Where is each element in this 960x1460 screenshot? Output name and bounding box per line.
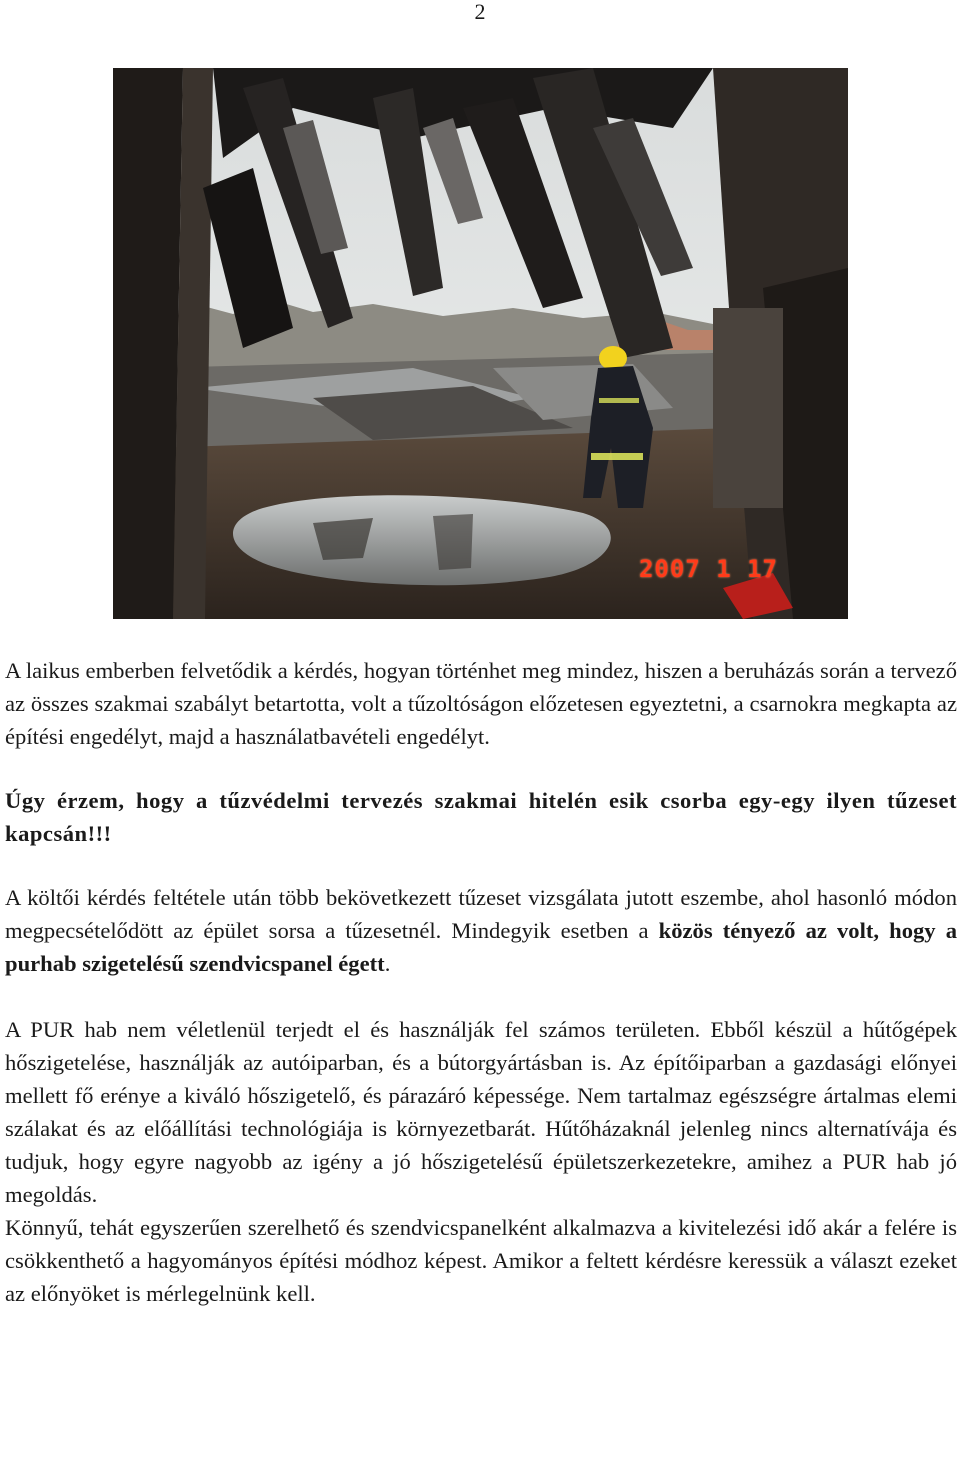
photo-date-stamp: 2007 1 17 [638, 555, 778, 583]
fire-damage-photo-image [113, 68, 848, 619]
paragraph-advantages: Könnyű, tehát egyszerűen szerelhető és szendvicspanelként alkalmazva a kivitelezési idő akár a felére is csökkenthető a hagyományos építési módhoz képest. Amikor a feltett kérdésre keressük a választ ezeket az előnyöket is mérlegelnünk kell. [5, 1215, 957, 1306]
paragraph-question-text: A költői kérdés feltétele után több bekövetkezett tűzeset vizsgálata jutott eszembe, ahol hasonló módon megpecsételődött az épület sorsa a tűzesetnél. Mindegyik esetben a [5, 885, 957, 943]
paragraph-question-emphasis: közös tényező az volt, hogy a purhab szigetelésű szendvicspanel égett [5, 918, 957, 976]
fire-damage-photo [113, 68, 848, 619]
body-text [5, 654, 957, 1310]
paragraph-question-end: . [384, 951, 391, 976]
paragraph-question [5, 881, 957, 980]
paragraph-statement: Úgy érzem, hogy a tűzvédelmi tervezés szakmai hitelén esik csorba egy-egy ilyen tűzeset kapcsán!!! [5, 788, 957, 846]
paragraph-intro: A laikus emberben felvetődik a kérdés, hogyan történhet meg mindez, hiszen a beruházás során a tervező az összes szakmai szabályt betartotta, volt a tűzoltóságon előzetesen egyeztetni, a csarnokra megkapta az építési engedélyt, majd a használatbavételi engedélyt. [5, 658, 957, 749]
paragraph-pur-foam: A PUR hab nem véletlenül terjedt el és használják fel számos területen. Ebből készül a hűtőgépek hőszigetelése, használják az autóiparban, és a bútorgyártásban is. Az építőiparban a gazdasági előnyei mellett fő erénye a kiváló hőszigetelő, és párazáró képessége. Nem tartalmaz egészségre ártalmas elemi szálakat és az előállítási technológiája is környezetbarát. Hűtőházaknál jelenleg nincs alternatívája és tudjuk, hogy egyre nagyobb az igény a jó hőszigetelésű épületszerkezetekre, amihez a PUR hab jó megoldás. [5, 1017, 957, 1207]
page-number: 2 [474, 0, 486, 24]
